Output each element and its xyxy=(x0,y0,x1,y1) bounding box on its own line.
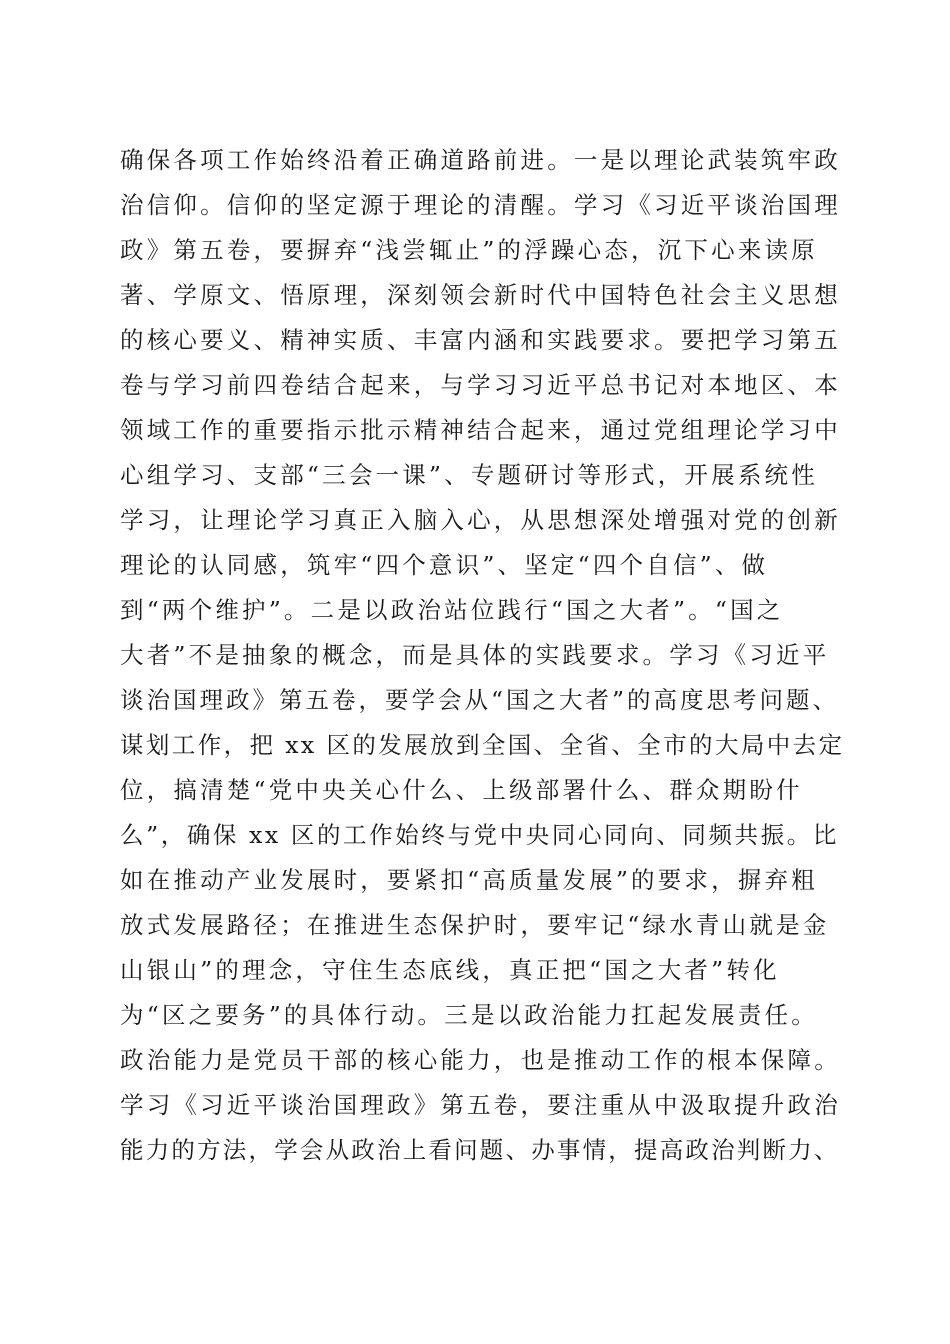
text-line: 能力的方法，学会从政治上看问题、办事情，提高政治判断力、 xyxy=(120,1136,840,1164)
text-line: 到“两个维护”。二是以政治站位践行“国之大者”。“国之 xyxy=(120,596,784,624)
text-line: 心组学习、支部“三会一课”、专题研讨等形式，开展系统性 xyxy=(120,461,818,489)
text-line: 的核心要义、精神实质、丰富内涵和实践要求。要把学习第五 xyxy=(120,326,841,354)
text-line: 谋划工作，把 xx 区的发展放到全国、全省、全市的大局中去定 xyxy=(120,731,845,759)
text-line: 谈治国理政》第五卷，要学会从“国之大者”的高度思考问题、 xyxy=(120,686,840,714)
text-line: 理论的认同感，筑牢“四个意识”、坚定“四个自信”、做 xyxy=(120,551,769,579)
text-line: 位，搞清楚“党中央关心什么、上级部署什么、群众期盼什 xyxy=(120,776,803,804)
body-paragraph xyxy=(120,138,845,1173)
text-line: 么”，确保 xx 区的工作始终与党中央同心同向、同频共振。比 xyxy=(120,821,839,849)
text-line: 大者”不是抽象的概念，而是具体的实践要求。学习《习近平 xyxy=(120,641,830,669)
text-line: 确保各项工作始终沿着正确道路前进。一是以理论武装筑牢政 xyxy=(120,146,841,174)
text-line: 卷与学习前四卷结合起来，与学习习近平总书记对本地区、本 xyxy=(120,371,841,399)
text-line: 学习，让理论学习真正入脑入心，从思想深处增强对党的创新 xyxy=(120,506,841,534)
text-line: 著、学原文、悟原理，深刻领会新时代中国特色社会主义思想 xyxy=(120,281,841,309)
text-line: 领域工作的重要指示批示精神结合起来，通过党组理论学习中 xyxy=(120,416,841,444)
text-line: 如在推动产业发展时，要紧扣“高质量发展”的要求，摒弃粗 xyxy=(120,866,818,894)
text-line: 政》第五卷，要摒弃“浅尝辄止”的浮躁心态，沉下心来读原 xyxy=(120,236,818,264)
text-line: 为“区之要务”的具体行动。三是以政治能力扛起发展责任。 xyxy=(120,1001,818,1029)
text-line: 山银山”的理念，守住生态底线，真正把“国之大者”转化 xyxy=(120,956,780,984)
text-line: 治信仰。信仰的坚定源于理论的清醒。学习《习近平谈治国理 xyxy=(120,191,841,219)
text-line: 政治能力是党员干部的核心能力，也是推动工作的根本保障。 xyxy=(120,1046,841,1074)
text-line: 放式发展路径；在推进生态保护时，要牢记“绿水青山就是金 xyxy=(120,911,830,939)
text-line: 学习《习近平谈治国理政》第五卷，要注重从中汲取提升政治 xyxy=(120,1091,841,1119)
